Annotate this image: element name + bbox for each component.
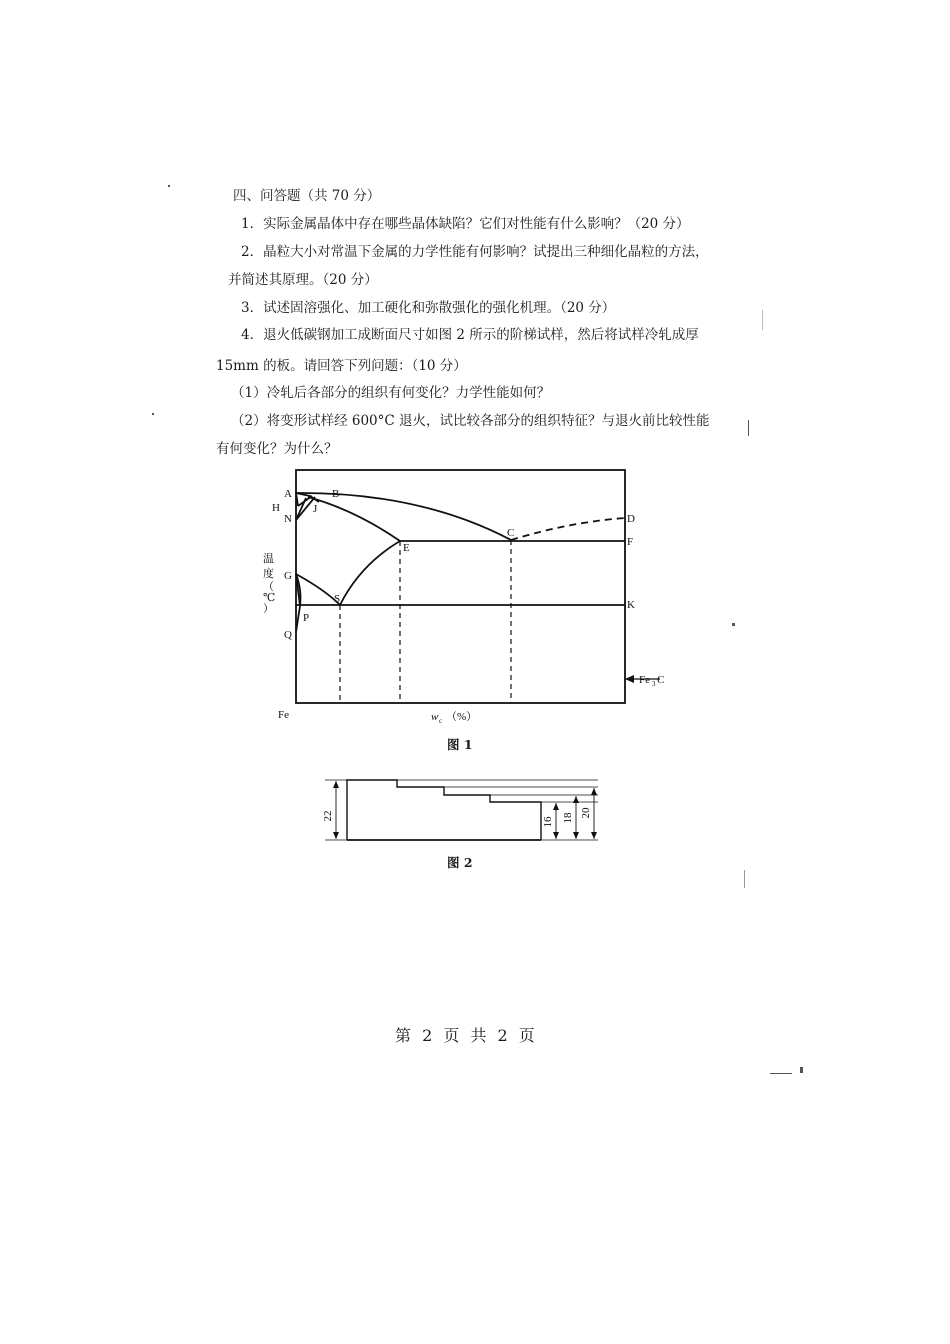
fe3c-label [639,674,664,688]
x-axis-label [431,710,477,725]
label-e: E [403,542,410,554]
svg-text:Fe: Fe [639,674,650,686]
scan-speck [762,310,763,330]
solidus-je [308,497,400,541]
label-c: C [507,527,515,539]
label-b: B [332,488,340,500]
label-s: S [334,593,341,605]
scan-speck [732,623,735,626]
question-4-cont: 15mm 的板。请回答下列问题：（10 分） [216,358,467,374]
scan-speck [748,420,749,436]
x-origin-label: Fe [278,709,289,721]
svg-text:（: （ [263,581,274,593]
scan-speck [800,1067,803,1073]
svg-text:C: C [657,674,665,686]
label-d: D [627,513,635,525]
label-h: H [272,502,280,514]
question-4-sub-1: （1）冷轧后各部分的组织有何变化？力学性能如何？ [231,385,551,401]
scan-speck [744,870,745,888]
fe3c-arrow-head [625,675,634,683]
question-3: 3．试述固溶强化、加工硬化和弥散强化的强化机理。（20 分） [241,300,616,316]
svg-text:（%）: （%） [446,711,478,723]
svg-text:）: ） [263,603,274,615]
page-footer: 第 2 页 共 2 页 [395,1026,538,1045]
y-axis-label [263,552,275,615]
question-4: 4．退火低碳钢加工成断面尺寸如图 2 所示的阶梯试样，然后将试样冷轧成厚 [241,327,699,343]
label-k: K [627,599,635,611]
dim-16: 16 [542,816,554,828]
label-p: P [303,612,310,624]
svg-text:℃: ℃ [263,592,276,604]
svg-text:c: c [439,717,443,725]
liquidus-cd [511,518,625,540]
label-n: N [284,513,292,525]
dim-18: 18 [562,812,574,824]
label-g: G [284,570,292,582]
label-q: Q [284,629,292,641]
figure1-caption: 图 1 [447,737,473,752]
diagram-frame [296,470,625,703]
question-4-sub-2: （2）将变形试样经 600°C 退火，试比较各部分的组织特征？与退火前比较性能 [231,413,710,429]
scan-speck [168,185,170,187]
svg-text:w: w [431,711,439,723]
svg-text:温: 温 [263,553,274,565]
scan-speck [152,413,154,415]
line-es [340,541,400,605]
question-4-sub-2-cont: 有何变化？为什么？ [216,441,338,457]
question-2: 2．晶粒大小对常温下金属的力学性能有何影响？试提出三种细化晶粒的方法， [241,244,709,260]
svg-text:度: 度 [263,568,274,580]
figure2-caption: 图 2 [447,855,473,870]
label-a: A [284,488,292,500]
section-title: 四、问答题（共 70 分） [233,188,381,204]
liquidus-bc [296,493,511,540]
label-f: F [627,536,634,548]
label-j: J [313,503,318,515]
dim-22: 22 [322,810,334,822]
scan-speck [770,1073,792,1074]
dim-20: 20 [580,807,592,819]
question-1: 1．实际金属晶体中存在哪些晶体缺陷？它们对性能有什么影响？（20 分） [241,216,690,232]
svg-text:3: 3 [652,680,656,688]
question-2-cont: 并简述其原理。（20 分） [228,272,378,288]
